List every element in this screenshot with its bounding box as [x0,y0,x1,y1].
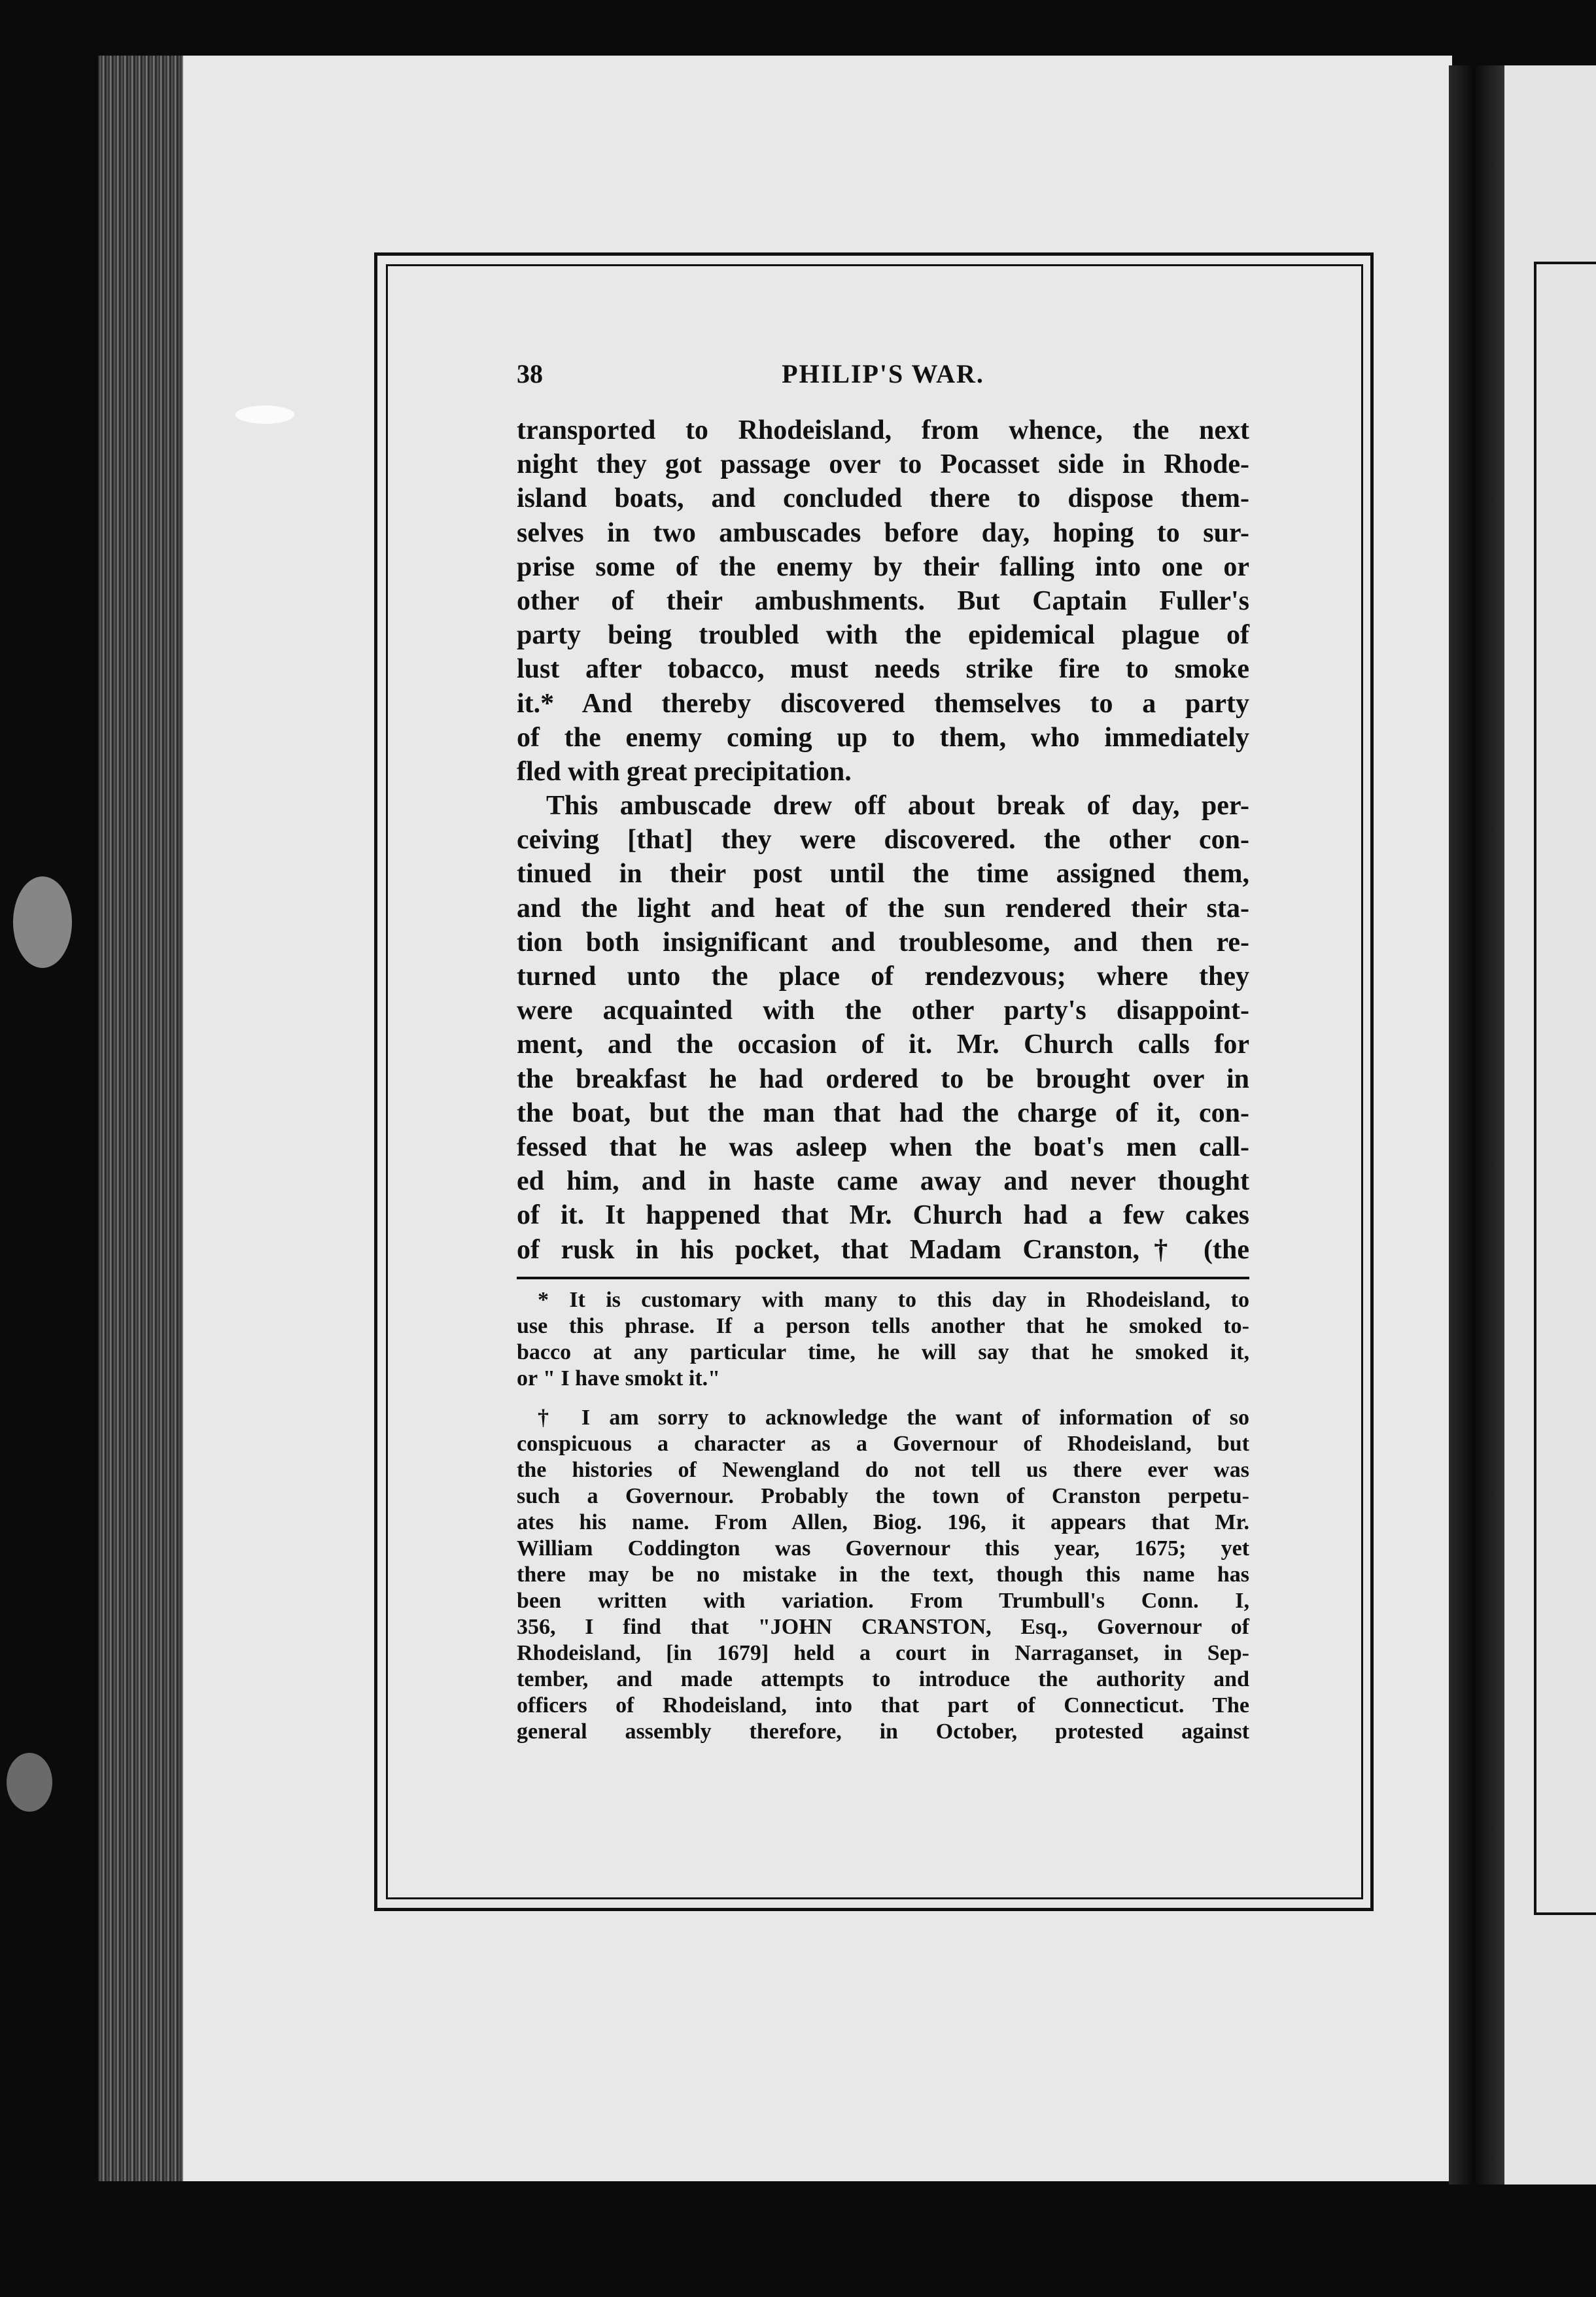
text-line: tion both insignificant and troublesome, and then re- [517,927,1249,958]
scan-speck [235,406,294,424]
text-line: prise some of the enemy by their falling into one or [517,551,1249,582]
footnote-2 [517,1405,1249,1745]
footnote-1 [517,1287,1249,1392]
footnote-line: bacco at any particular time, he will say that he smoked it, [517,1340,1249,1364]
footnote-line: such a Governour. Probably the town of Cranston perpetu- [517,1484,1249,1508]
footnote-line: tember, and made attempts to introduce the authority and [517,1667,1249,1691]
text-line: other of their ambushments. But Captain Fuller's [517,585,1249,616]
scan-speck [7,1753,52,1812]
footnote-line: Rhodeisland, [in 1679] held a court in Narraganset, in Sep- [517,1641,1249,1665]
text-line: of rusk in his pocket, that Madam Cranston,† (the [517,1234,1249,1265]
text-line: it.* And thereby discovered themselves to a party [517,688,1249,719]
text-line: fessed that he was asleep when the boat's men call- [517,1131,1249,1162]
footnote-line: † I am sorry to acknowledge the want of information of so [538,1406,1249,1430]
page-header [517,358,1249,391]
text-line: the boat, but the man that had the charge of it, con- [517,1097,1249,1128]
scan-speck [13,876,72,968]
footnote-separator [517,1277,1249,1279]
footnote-line: been written with variation. From Trumbull's Conn. I, [517,1589,1249,1613]
footnote-line: general assembly therefore, in October, protested against [517,1719,1249,1744]
text-line: of the enemy coming up to them, who immediately [517,722,1249,753]
text-line: selves in two ambuscades before day, hoping to sur- [517,517,1249,548]
footnote-line: 356, I find that "JOHN CRANSTON, Esq., Governour of [517,1615,1249,1639]
page-number: 38 [517,359,543,389]
book-gutter [1449,65,1511,2185]
footnote-line: officers of Rhodeisland, into that part of Connecticut. The [517,1693,1249,1718]
text-line: transported to Rhodeisland, from whence, the next [517,415,1249,445]
text-line: night they got passage over to Pocasset side in Rhode- [517,449,1249,480]
text-line: This ambuscade drew off about break of day, per- [546,791,1249,821]
running-head: PHILIP'S WAR. [782,359,984,389]
footnote-line: use this phrase. If a person tells another that he smoked to- [517,1314,1249,1338]
text-line: the breakfast he had ordered to be brought over in [517,1063,1249,1094]
text-line: and the light and heat of the sun rendered their sta- [517,893,1249,924]
text-line: fled with great precipitation. [517,756,852,787]
footnote-line: there may be no mistake in the text, though this name has [517,1563,1249,1587]
text-line: lust after tobacco, must needs strike fire to smoke [517,654,1249,685]
footnote-line: ates his name. From Allen, Biog. 196, it appears that Mr. [517,1510,1249,1534]
footnote-line: * It is customary with many to this day in Rhodeisland, to [538,1288,1249,1312]
text-line: ment, and the occasion of it. Mr. Church calls for [517,1029,1249,1060]
text-line: turned unto the place of rendezvous; where they [517,961,1249,992]
footnote-line: William Coddington was Governour this year, 1675; yet [517,1536,1249,1561]
text-line: of it. It happened that Mr. Church had a few cakes [517,1200,1249,1231]
book-spine-edge [98,56,183,2181]
footnote-line: the histories of Newengland do not tell us there ever was [517,1458,1249,1482]
facing-page-border [1534,262,1596,1915]
main-text [517,413,1249,1267]
footnote-line: or " I have smokt it." [517,1366,721,1390]
text-line: ed him, and in haste came away and never thought [517,1166,1249,1197]
text-line: party being troubled with the epidemical plague of [517,620,1249,651]
text-line: tinued in their post until the time assigned them, [517,859,1249,889]
footnote-line: conspicuous a character as a Governour of Rhodeisland, but [517,1432,1249,1456]
text-line: were acquainted with the other party's disappoint- [517,995,1249,1026]
text-line: island boats, and concluded there to dispose them- [517,483,1249,514]
text-line: ceiving [that] they were discovered. the other con- [517,825,1249,855]
